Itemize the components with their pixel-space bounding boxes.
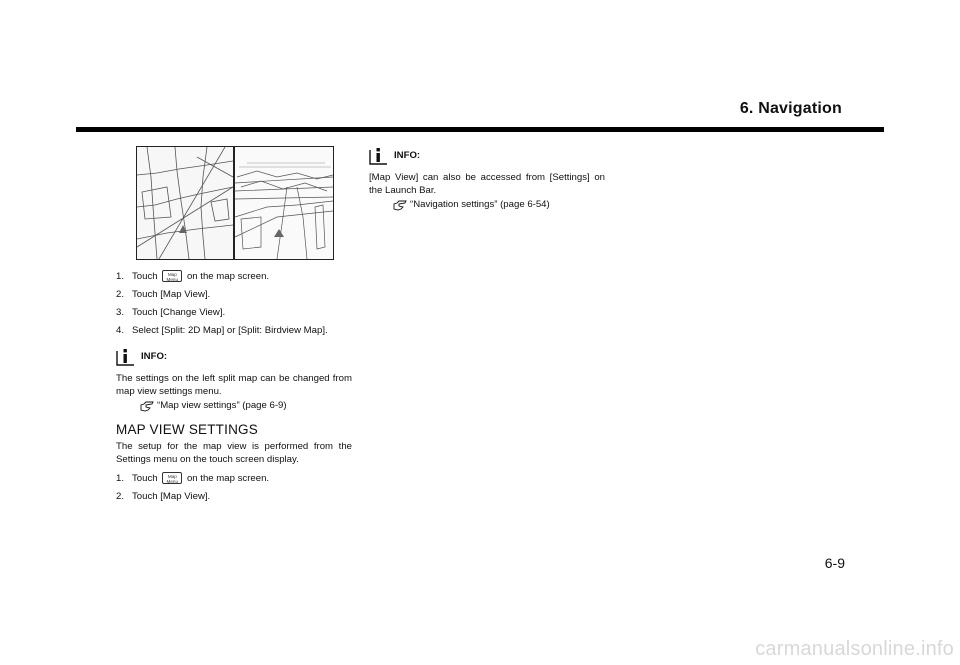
header-rule: [76, 127, 884, 132]
cross-reference-text: “Map view settings” (page 6-9): [157, 400, 287, 411]
map-menu-button-icon: [162, 270, 182, 282]
cross-reference[interactable]: [393, 198, 605, 211]
list-item: [116, 490, 352, 503]
step-text: Touch [Map View].: [132, 491, 211, 502]
page-number: 6-9: [824, 555, 845, 571]
split-map-illustration: [136, 146, 334, 260]
info-title: INFO:: [394, 150, 421, 161]
info-header: [116, 347, 352, 366]
map-menu-label-line1: Map: [167, 473, 177, 479]
info-title: INFO:: [141, 351, 168, 362]
pointing-hand-icon: [393, 199, 407, 211]
step-text-before: Touch: [132, 271, 158, 282]
step-text: [132, 472, 352, 485]
info-text: [Map View] can also be accessed from [Settings] on the Launch Bar.: [369, 172, 605, 196]
step-number: 4.: [116, 325, 125, 336]
step-text: [132, 270, 352, 283]
step-text-after: on the map screen.: [186, 271, 270, 282]
split-map-drawing: [137, 147, 333, 259]
watermark: carmanualsonline.info: [755, 638, 954, 660]
list-item: [116, 472, 352, 485]
info-icon: [116, 347, 135, 366]
list-item: [116, 270, 352, 283]
step-number: 1.: [116, 473, 125, 484]
section-intro: The setup for the map view is performed from the Settings menu on the touch screen display.: [116, 441, 352, 465]
list-item: [116, 288, 352, 301]
map-menu-label-line2: Menu: [166, 478, 179, 484]
step-number: 2.: [116, 289, 125, 300]
step-text-after: on the map screen.: [186, 473, 270, 484]
steps-list-1: [116, 270, 352, 337]
right-column: [369, 146, 605, 211]
step-text-before: Touch: [132, 473, 158, 484]
info-icon: [369, 146, 388, 165]
chapter-title: 6. Navigation: [739, 100, 842, 117]
map-menu-button-icon: [162, 472, 182, 484]
step-text: Touch [Map View].: [132, 289, 211, 300]
step-number: 2.: [116, 491, 125, 502]
step-number: 1.: [116, 271, 125, 282]
info-header: [369, 146, 605, 165]
section-heading: MAP VIEW SETTINGS: [116, 422, 258, 437]
left-column: [116, 146, 352, 508]
pointing-hand-icon: [140, 400, 154, 412]
step-text: Touch [Change View].: [132, 307, 226, 318]
steps-list-2: [116, 472, 352, 503]
info-text: The settings on the left split map can be changed from map view settings menu.: [116, 373, 352, 397]
list-item: [116, 306, 352, 319]
list-item: [116, 324, 352, 337]
map-menu-label-line2: Menu: [166, 276, 179, 282]
cross-reference-text: “Navigation settings” (page 6-54): [410, 199, 550, 210]
cross-reference[interactable]: [140, 399, 352, 412]
step-number: 3.: [116, 307, 125, 318]
step-text: Select [Split: 2D Map] or [Split: Birdview Map].: [132, 325, 328, 336]
map-menu-label-line1: Map: [167, 271, 177, 277]
